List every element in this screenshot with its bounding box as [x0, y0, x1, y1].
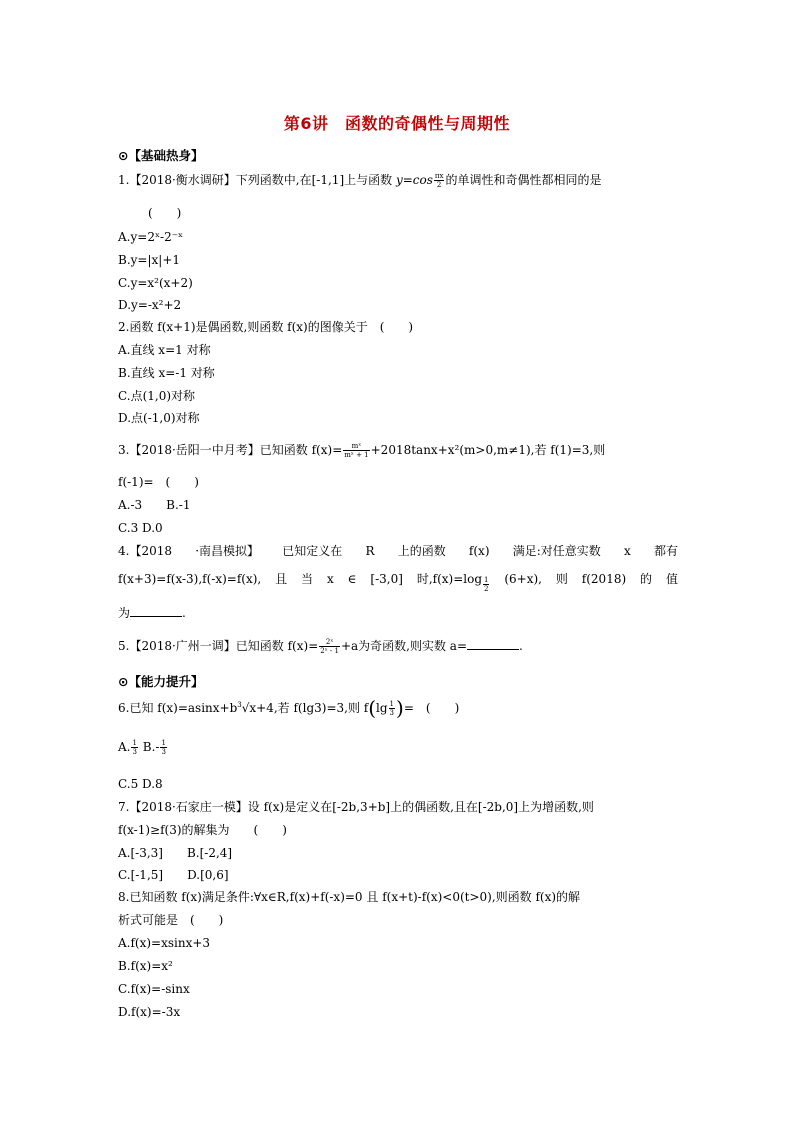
question-1-stem: 1.【2018·衡水调研】下列函数中,在[-1,1]上与函数 y=cos $\frac{\pi x}{2}$ 的单调性和奇偶性都相同的是: [118, 172, 602, 189]
question-4-answer-blank[interactable]: [130, 605, 182, 617]
question-1-option-a: A.y=2ˣ-2⁻ˣ: [118, 230, 184, 244]
question-8-stem-line-1: 8.已知函数 f(x)满足条件:∀x∈R,f(x)+f(-x)=0 且 f(x+t)-f(x)<0(t>0),则函数 f(x)的解: [118, 890, 581, 904]
question-4-stem-line-3: 为 .: [118, 606, 186, 620]
question-6-options-cd: C.5 D.8: [118, 777, 163, 791]
question-8-option-c: C.f(x)=-sinx: [118, 982, 190, 996]
question-6-stem: 6.已知 $f(x)=asinx+b^3√x+4$,若 f(lg3)=3,则 f(lg $\frac{1}{3}$ )= ( ): [118, 696, 460, 720]
question-2-option-c: C.点(1,0)对称: [118, 389, 196, 403]
question-1-option-b: B.y=|x|+1: [118, 253, 181, 267]
section-basic-heading: ⊙【基础热身】: [118, 148, 204, 163]
question-3-stem-line-2: f(-1)= ( ): [118, 475, 199, 489]
question-1-option-c: C.y=x²(x+2): [118, 276, 193, 290]
question-8-option-b: B.f(x)=x²: [118, 959, 173, 973]
question-8-option-d: D.f(x)=-3x: [118, 1005, 181, 1019]
question-3-options-cd: C.3 D.0: [118, 521, 163, 535]
question-7-stem-line-2: f(x-1)≥f(3)的解集为 ( ): [118, 823, 287, 837]
question-4-stem-line-2: f(x+3)=f(x-3),f(-x)=f(x), 且 当 x ∈ [-3,0] 时,f(x)=log $_{\frac{1}{2}}$ (6+x), 则 f(2018) 的 值: [118, 572, 678, 593]
question-2-option-b: B.直线 x=-1 对称: [118, 366, 215, 380]
question-8-stem-line-2: 析式可能是 ( ): [118, 913, 224, 927]
question-1-answer-paren: ( ): [148, 206, 182, 220]
question-7-options-cd: C.[-1,5] D.[0,6]: [118, 868, 229, 882]
question-4-stem-line-1: 4.【2018 ·南昌模拟】 已知定义在 R 上的函数 f(x) 满足:对任意实数 x 都有: [118, 544, 678, 558]
question-7-stem-line-1: 7.【2018·石家庄一模】设 f(x)是定义在[-2b,3+b]上的偶函数,且在[-2b,0]上为增函数,则: [118, 800, 594, 814]
question-8-option-a: A.f(x)=xsinx+3: [118, 936, 211, 950]
question-2-option-a: A.直线 x=1 对称: [118, 343, 211, 357]
question-3-stem: 3.【2018·岳阳一中月考】已知函数 f(x)= $\frac{\text{mˣ}}{\text{mˣ + 1}}$ +2018tanx+x²(m>0,m≠1),若 f(1)=3,则: [118, 442, 606, 459]
question-5-answer-blank[interactable]: [467, 638, 519, 650]
section-advanced-heading: ⊙【能力提升】: [118, 674, 204, 689]
question-6-options-ab: A. $\frac{1}{3}$ B.- $\frac{1}{3}$: [118, 739, 166, 756]
question-1-option-d: D.y=-x²+2: [118, 298, 182, 312]
question-5-stem: 5.【2018·广州一调】已知函数 f(x)= $\frac{\text{2ˣ}}{\text{2ˣ - 1}}$ +a为奇函数,则实数 a= .: [118, 638, 523, 655]
question-7-options-ab: A.[-3,3] B.[-2,4]: [118, 846, 233, 860]
question-2-stem: 2.函数 f(x+1)是偶函数,则函数 f(x)的图像关于 ( ): [118, 320, 414, 334]
page-title: 第6讲 函数的奇偶性与周期性: [283, 114, 511, 133]
question-3-options-ab: A.-3 B.-1: [118, 498, 191, 512]
question-2-option-d: D.点(-1,0)对称: [118, 411, 200, 425]
